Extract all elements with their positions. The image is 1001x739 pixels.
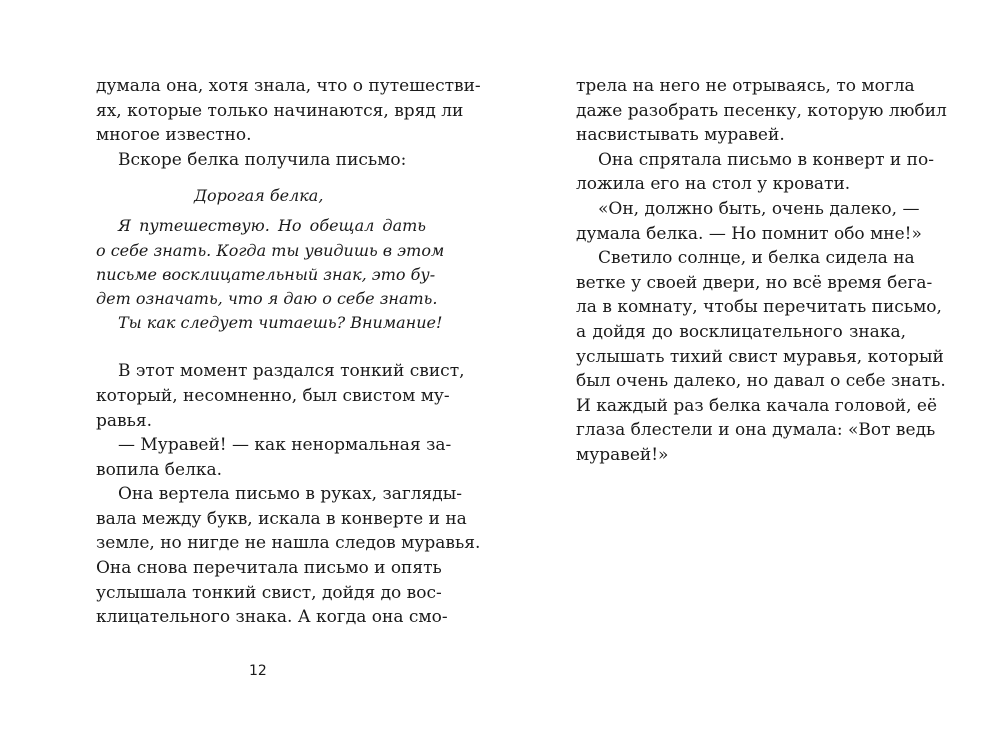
right-paragraphs (576, 74, 947, 468)
text-line: ложила его на стол у кровати. (576, 174, 851, 195)
text-line: Она спрятала письмо в конверт и по- (598, 149, 934, 170)
text-line: глаза блестели и она думала: «Вот ведь (576, 420, 936, 441)
text-line: земле, но нигде не нашла следов муравья. (96, 533, 481, 554)
text-line: Вскоре белка получила письмо: (118, 149, 407, 170)
text-line: дет означать, что я даю о себе знать. (96, 288, 438, 308)
text-line: Она вертела письмо в руках, загляды- (118, 484, 463, 505)
text-line: ях, которые только начинаются, вряд ли (96, 100, 464, 121)
text-line: был очень далеко, но давал о себе знать. (576, 371, 946, 392)
text-line: вала между букв, искала в конверте и на (96, 508, 467, 529)
text-line: В этот момент раздался тонкий свист, (118, 361, 465, 382)
page-number: 12 (249, 663, 267, 679)
left-paragraphs-bottom (96, 359, 481, 630)
text-line: Ты как следует читаешь? Внимание! (118, 313, 443, 333)
letter-salutation: Дорогая белка, (194, 186, 324, 206)
text-line: трела на него не отрываясь, то могла (576, 76, 915, 96)
text-line: клицательного знака. А когда она смо- (96, 607, 448, 628)
text-line: думала белка. — Но помнит обо мне!» (576, 223, 922, 244)
text-line: услышала тонкий свист, дойдя до вос- (96, 582, 442, 603)
text-line: который, несомненно, был свистом му- (96, 385, 450, 406)
text-line: муравей!» (576, 444, 669, 465)
text-line: услышать тихий свист муравья, который (576, 346, 944, 367)
text-line: равья. (96, 410, 152, 431)
text-line: «Он, должно быть, очень далеко, — (598, 198, 920, 219)
paragraph-gap (96, 335, 426, 359)
right-page-text (576, 74, 947, 468)
text-line: даже разобрать песенку, которую любил (576, 100, 947, 121)
text-line: ветке у своей двери, но всё время бега- (576, 272, 933, 293)
text-line: вопила белка. (96, 459, 223, 480)
text-line: — Муравей! — как ненормальная за- (118, 435, 452, 456)
text-line: о себе знать. Когда ты увидишь в этом (96, 240, 445, 260)
text-line: Светило солнце, и белка сидела на (598, 248, 915, 269)
text-line: Я путешествую. Но обещал дать (118, 216, 426, 236)
text-line: письме восклицательный знак, это бу- (96, 264, 436, 284)
text-line: думала она, хотя знала, что о путешестви- (96, 76, 481, 96)
text-line: ла в комнату, чтобы перечитать письмо, (576, 297, 942, 318)
text-line: многое известно. (96, 125, 252, 146)
text-line: насвистывать муравей. (576, 125, 785, 146)
text-line: Она снова перечитала письмо и опять (96, 558, 442, 579)
left-paragraphs-top (96, 74, 481, 172)
left-page-text (96, 74, 481, 630)
letter-body (96, 214, 445, 335)
text-line: а дойдя до восклицательного знака, (576, 321, 906, 342)
text-line: И каждый раз белка качала головой, её (576, 395, 938, 416)
